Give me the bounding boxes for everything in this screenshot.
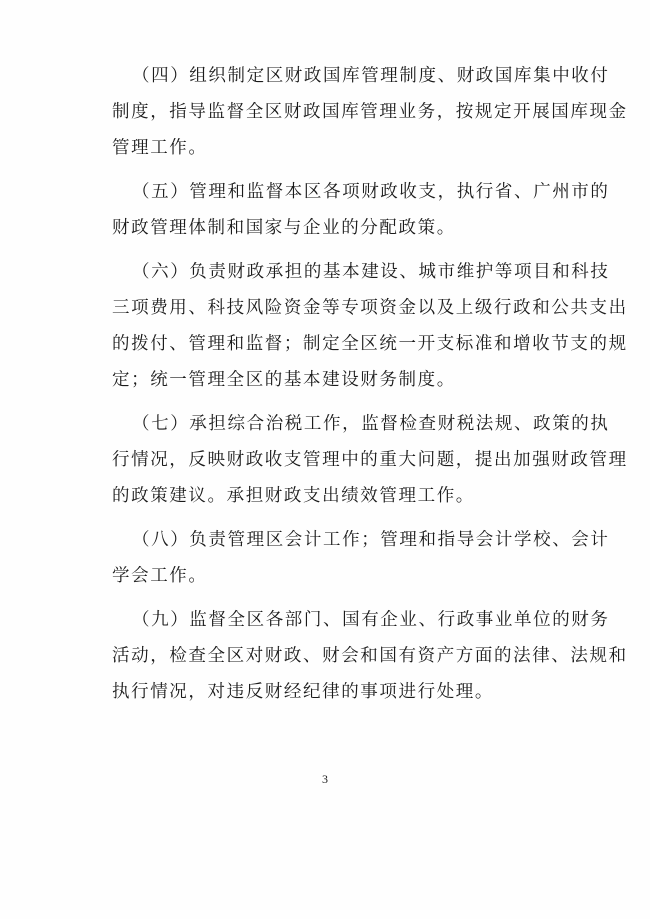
paragraph-line: （四）组织制定区财政国库管理制度、财政国库集中收付 (132, 66, 610, 86)
paragraph-line: 行情况，反映财政收支管理中的重大问题，提出加强财政管理 (112, 450, 628, 470)
paragraph-line: （七）承担综合治税工作，监督检查财税法规、政策的执 (132, 414, 610, 434)
paragraph-9 (112, 602, 628, 710)
paragraph-line: （六）负责财政承担的基本建设、城市维护等项目和科技 (132, 262, 610, 282)
page-number: 3 (322, 772, 328, 786)
paragraph-line: 定；统一管理全区的基本建设财务制度。 (112, 370, 456, 390)
paragraph-line: （九）监督全区各部门、国有企业、行政事业单位的财务 (132, 610, 610, 630)
paragraph-line: 管理工作。 (112, 138, 208, 158)
document-body (112, 58, 628, 718)
paragraph-line: （五）管理和监督本区各项财政收支，执行省、广州市的 (132, 182, 610, 202)
paragraph-line: 三项费用、科技风险资金等专项资金以及上级行政和公共支出 (112, 298, 628, 318)
paragraph-5 (112, 174, 610, 246)
paragraph-line: 学会工作。 (112, 566, 208, 586)
paragraph-6 (112, 254, 628, 398)
paragraph-line: （八）负责管理区会计工作；管理和指导会计学校、会计 (132, 530, 610, 550)
paragraph-line: 财政管理体制和国家与企业的分配政策。 (112, 218, 456, 238)
paragraph-line: 制度，指导监督全区财政国库管理业务，按规定开展国库现金 (112, 102, 628, 122)
paragraph-line: 活动，检查全区对财政、财会和国有资产方面的法律、法规和 (112, 646, 628, 666)
paragraph-7 (112, 406, 628, 514)
paragraph-8 (112, 522, 610, 594)
paragraph-4 (112, 58, 628, 166)
paragraph-line: 的政策建议。承担财政支出绩效管理工作。 (112, 486, 475, 506)
paragraph-line: 的拨付、管理和监督；制定全区统一开支标准和增收节支的规 (112, 334, 628, 354)
paragraph-line: 执行情况，对违反财经纪律的事项进行处理。 (112, 682, 494, 702)
